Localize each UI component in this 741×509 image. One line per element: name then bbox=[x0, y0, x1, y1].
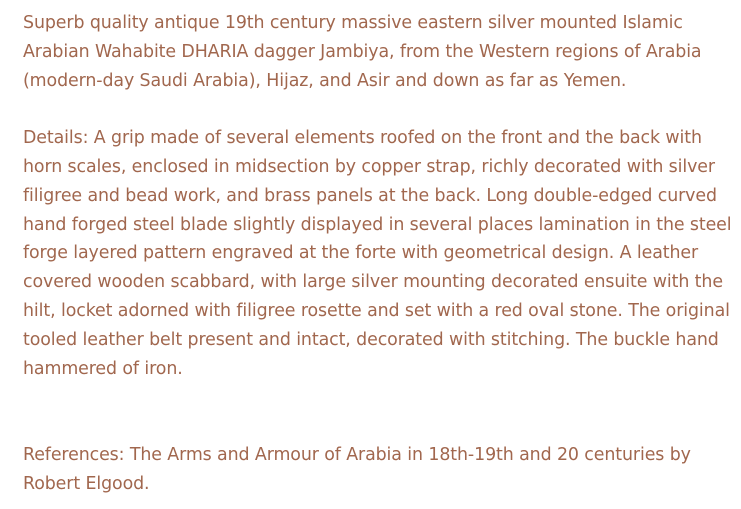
details-paragraph: Details: A grip made of several elements roofed on the front and the back with horn scales, enclosed in midsection by copper strap, richly decorated with silver filigree and bead work, and brass panels at the back. Long double-edged curved hand forged steel blade slightly displayed in several places lamination in the steel forge layered pattern engraved at the forte with geometrical design. A leather covered wooden scabbard, with large silver mounting decorated ensuite with the hilt, locket adorned with filigree rosette and set with a red oval stone. The original tooled leather belt present and intact, decorated with stitching. The buckle hand hammered of iron. bbox=[23, 128, 732, 379]
intro-paragraph: Superb quality antique 19th century massive eastern silver mounted Islamic Arabian Wahabite DHARIA dagger Jambiya, from the Western regions of Arabia (modern-day Saudi Arabia), Hijaz, and Asir and down as far as Yemen. bbox=[23, 13, 702, 91]
product-description bbox=[23, 9, 735, 499]
references-paragraph: References: The Arms and Armour of Arabia in 18th-19th and 20 centuries by Robert Elgood. bbox=[23, 444, 691, 494]
paragraph-spacer bbox=[23, 95, 735, 124]
paragraph-spacer bbox=[23, 383, 735, 441]
